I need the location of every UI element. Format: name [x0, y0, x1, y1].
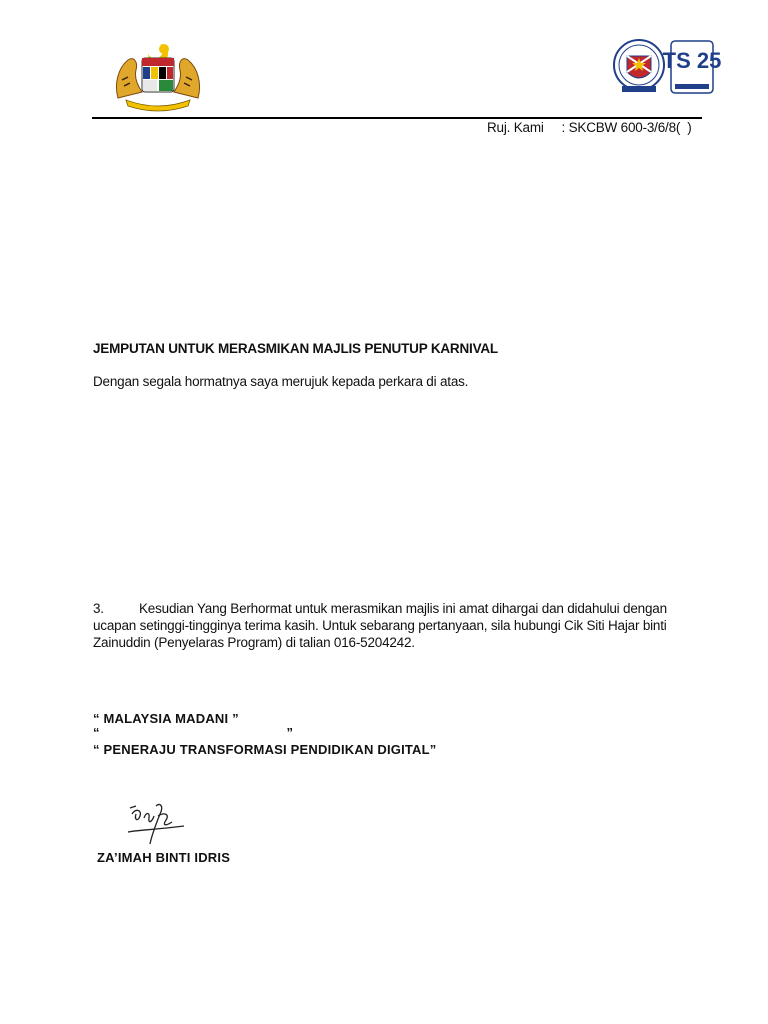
slogan-peneraju: “ PENERAJU TRANSFORMASI PENDIDIKAN DIGITAL” [93, 742, 437, 757]
paragraph-3 [93, 600, 703, 651]
letter-title: JEMPUTAN UNTUK MERASMIKAN MAJLIS PENUTUP KARNIVAL [93, 341, 498, 356]
school-crest-logo [612, 38, 666, 96]
reference-label: Ruj. Kami [487, 120, 544, 135]
ts25-logo [662, 40, 722, 94]
signature-image [122, 800, 192, 850]
reference-number [487, 120, 692, 135]
paragraph-number: 3. [93, 601, 104, 616]
paragraph-3-text: Kesudian Yang Berhormat untuk merasmikan majlis ini amat dihargai dan didahului dengan ucapan setinggi-tingginya terima kasih. Untuk sebarang pertanyaan, sila hubungi Cik Siti Hajar binti Zainuddin (Penyelaras Program) di talian 016-5204242. [93, 601, 667, 650]
signer-name: ZA’IMAH BINTI IDRIS [97, 850, 231, 865]
header-divider [92, 117, 702, 119]
opening-paragraph: Dengan segala hormatnya saya merujuk kepada perkara di atas. [93, 374, 469, 389]
slogan-malaysia-madani: “ MALAYSIA MADANI ” [93, 711, 239, 726]
slogan-blank: “ ” [93, 725, 294, 740]
ts-logo-text: TS 25 [662, 48, 722, 73]
coat-of-arms-logo [112, 40, 204, 110]
reference-value: : SKCBW 600-3/6/8( ) [561, 120, 692, 135]
